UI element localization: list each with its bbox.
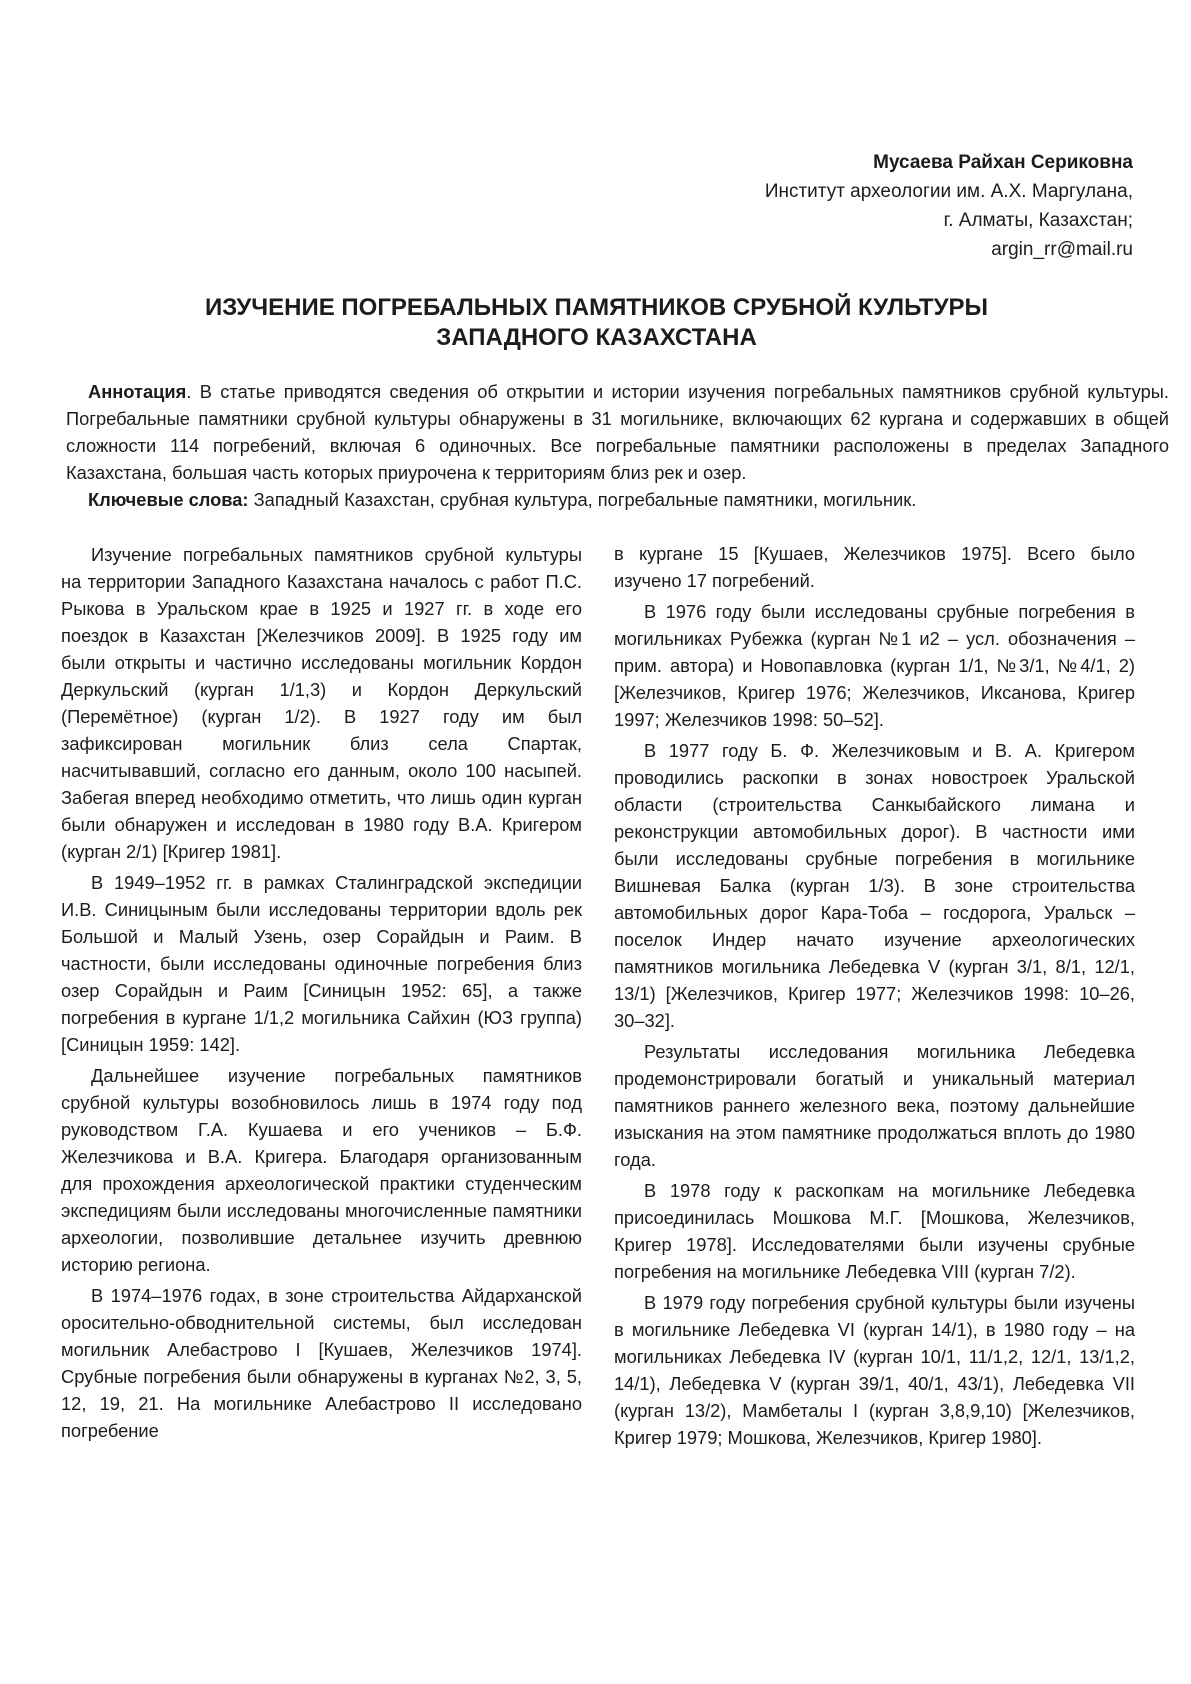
body-paragraph: В 1976 году были исследованы срубные погребения в могильниках Рубежка (курган №1 и2 – усл. обозначения – прим. автора) и Новопавловка (курган 1/1, №3/1, №4/1, 2) [Железчиков, Кригер 1976; Железчиков, Иксанова, Кригер 1997; Железчиков 1998: 50–52].: [614, 601, 1135, 730]
title-line-1: ИЗУЧЕНИЕ ПОГРЕБАЛЬНЫХ ПАМЯТНИКОВ СРУБНОЙ КУЛЬТУРЫ: [204, 294, 989, 321]
paper-title: [60, 293, 1133, 353]
body-paragraph: В 1978 году к раскопкам на могильнике Лебедевка присоединилась Мошкова М.Г. [Мошкова, Железчиков, Кригер 1978]. Исследователями были изучены срубные погребения на могильнике Лебедевка VIII (курган 7/2).: [614, 1180, 1135, 1282]
keywords-paragraph: [66, 486, 1169, 513]
body-paragraph: В 1977 году Б. Ф. Железчиковым и В. А. Кригером проводились раскопки в зонах новостроек Уральской области (строительства Санкыбайского лимана и реконструкции автомобильных дорог). В частности ими были исследованы срубные погребения в могильнике Вишневая Балка (курган 1/3). В зоне строительства автомобильных дорог Кара-Тоба – госдорога, Уральск – поселок Индер начато изучение археологических памятников могильника Лебедевка V (курган 3/1, 8/1, 12/1, 13/1) [Железчиков, Кригер 1977; Железчиков 1998: 10–26, 30–32].: [614, 740, 1135, 1031]
abstract-text: . В статье приводятся сведения об открытии и истории изучения погребальных памятников срубной культуры. Погребальные памятники срубной культуры обнаружены в 31 могильнике, включающих 62 кургана и содержавших в общей сложности 114 погребений, включая 6 одиночных. Все погребальные памятники расположены в пределах Западного Казахстана, большая часть которых приурочена к территориям близ рек и озер.: [66, 381, 1169, 483]
body-paragraph: Изучение погребальных памятников срубной культуры на территории Западного Казахстана началось с работ П.С. Рыкова в Уральском крае в 1925 и 1927 гг. в ходе его поездок в Казахстан [Железчиков 2009]. В 1925 году им были открыты и частично исследованы могильник Кордон Деркульский (курган 1/1,3) и Кордон Деркульский (Перемётное) (курган 1/2). В 1927 году им был зафиксирован могильник близ села Спартак, насчитывавший, согласно его данным, около 100 насыпей. Забегая вперед необходимо отметить, что лишь один курган были обнаружен и исследован в 1980 году В.А. Кригером (курган 2/1) [Кригер 1981].: [61, 544, 582, 862]
body-paragraph: Результаты исследования могильника Лебедевка продемонстрировали богатый и уникальный материал памятников раннего железного века, поэтому дальнейшие изыскания на этом памятнике продолжаться вплоть до 1980 года.: [614, 1041, 1135, 1170]
author-block: [573, 148, 1133, 264]
abstract-paragraph: [66, 378, 1169, 486]
left-column: [61, 541, 582, 1448]
body-paragraph: В 1974–1976 годах, в зоне строительства Айдарханской оросительно-обводнительной системы, был исследован могильник Алебастрово I [Кушаев, Железчиков 1974]. Срубные погребения были обнаружены в курганах №2, 3, 5, 12, 19, 21. На могильнике Алебастрово II исследовано погребение: [61, 1285, 582, 1441]
keywords-label: Ключевые слова:: [88, 489, 249, 510]
abstract-label: Аннотация: [88, 381, 187, 402]
body-paragraph: В 1949–1952 гг. в рамках Сталинградской экспедиции И.В. Синицыным были исследованы территории вдоль рек Большой и Малый Узень, озер Сорайдын и Раим. В частности, были исследованы одиночные погребения близ озер Сорайдын и Раим [Синицын 1952: 65], а также погребения в кургане 1/1,2 могильника Сайхин (ЮЗ группа) [Синицын 1959: 142].: [61, 872, 582, 1055]
body-paragraph: В 1979 году погребения срубной культуры были изучены в могильнике Лебедевка VI (курган 14/1), в 1980 году – на могильниках Лебедевка IV (курган 10/1, 11/1,2, 12/1, 13/1,2, 14/1), Лебедевка V (курган 39/1, 40/1, 43/1), Лебедевка VII (курган 13/2), Мамбеталы I (курган 3,8,9,10) [Железчиков, Кригер 1979; Мошкова, Железчиков, Кригер 1980].: [614, 1292, 1135, 1448]
keywords-text: Западный Казахстан, срубная культура, погребальные памятники, могильник.: [248, 489, 917, 510]
title-line-2: ЗАПАДНОГО КАЗАХСТАНА: [436, 324, 757, 351]
author-location: г. Алматы, Казахстан;: [943, 210, 1133, 231]
author-name: Мусаева Райхан Сериковна: [873, 152, 1133, 173]
body-paragraph-continued: в кургане 15 [Кушаев, Железчиков 1975]. Всего было изучено 17 погребений.: [614, 543, 1135, 591]
right-column: [614, 540, 1135, 1455]
body-paragraph: Дальнейшее изучение погребальных памятников срубной культуры возобновилось лишь в 1974 году под руководством Г.А. Кушаева и его учеников – Б.Ф. Железчикова и В.А. Кригера. Благодаря организованным для прохождения археологической практики студенческим экспедициям были исследованы многочисленные памятники археологии, позволившие детальнее изучить древнюю историю региона.: [61, 1065, 582, 1275]
author-affiliation: Институт археологии им. А.Х. Маргулана,: [764, 181, 1133, 202]
abstract-block: [66, 378, 1169, 513]
author-email: argin_rr@mail.ru: [991, 239, 1133, 260]
